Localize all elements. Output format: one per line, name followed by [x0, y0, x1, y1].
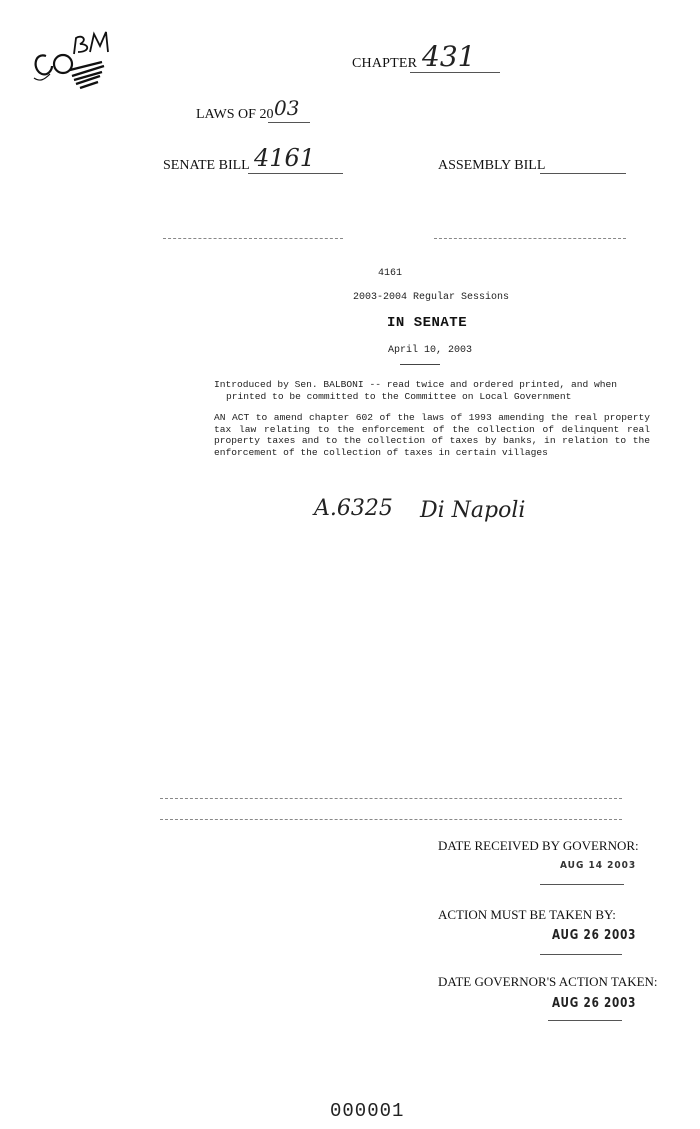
action-taken-label: DATE GOVERNOR'S ACTION TAKEN: [438, 974, 658, 989]
assembly-bill-underline [540, 173, 626, 174]
footer-rule-1 [160, 798, 622, 799]
senate-bill-number: 4161 [254, 144, 316, 172]
separator-left [163, 238, 343, 239]
assembly-reference-handwritten: A.6325 [314, 496, 393, 521]
chapter-label: CHAPTER [352, 56, 418, 71]
laws-year-underline [268, 122, 310, 123]
senate-bill-underline [248, 173, 343, 174]
handwritten-initials-stamp [30, 30, 120, 100]
date-rule [400, 364, 440, 365]
introduction-paragraph [214, 379, 650, 402]
action-taken-underline [548, 1020, 622, 1021]
chapter-number: 431 [422, 40, 476, 73]
introduction-line-1: Introduced by Sen. BALBONI -- read twice and ordered printed, and when [214, 379, 618, 390]
house-title: IN SENATE [387, 315, 468, 331]
assembly-bill-label: ASSEMBLY BILL [438, 158, 546, 173]
sponsor-handwritten: Di Napoli [420, 498, 526, 523]
laws-label: LAWS OF 20 [196, 107, 274, 122]
act-title-paragraph: AN ACT to amend chapter 602 of the laws of 1993 amending the real property tax law relating to the enforcement of the collection of delinquent real property taxes and to the collection of taxes by banks, in relation to the enforcement of the collection of taxes in certain villages [214, 412, 650, 458]
bill-number: 4161 [378, 268, 403, 279]
date-received-label: DATE RECEIVED BY GOVERNOR: [438, 838, 639, 853]
introduction-date: April 10, 2003 [388, 345, 473, 356]
separator-right [434, 238, 626, 239]
introduction-line-2: printed to be committed to the Committee on Local Government [226, 390, 572, 402]
session-line: 2003-2004 Regular Sessions [353, 292, 510, 303]
action-by-underline [540, 954, 622, 955]
action-taken-stamp: AUG 26 2003 [552, 996, 637, 1011]
date-received-stamp: AUG 14 2003 [560, 860, 637, 871]
action-must-be-taken-label: ACTION MUST BE TAKEN BY: [438, 907, 616, 922]
page-number: 000001 [330, 1100, 405, 1122]
received-underline [540, 884, 624, 885]
footer-rule-2 [160, 819, 622, 820]
laws-year: 03 [274, 96, 300, 120]
senate-bill-label: SENATE BILL [163, 158, 250, 173]
action-must-be-taken-stamp: AUG 26 2003 [552, 928, 637, 943]
